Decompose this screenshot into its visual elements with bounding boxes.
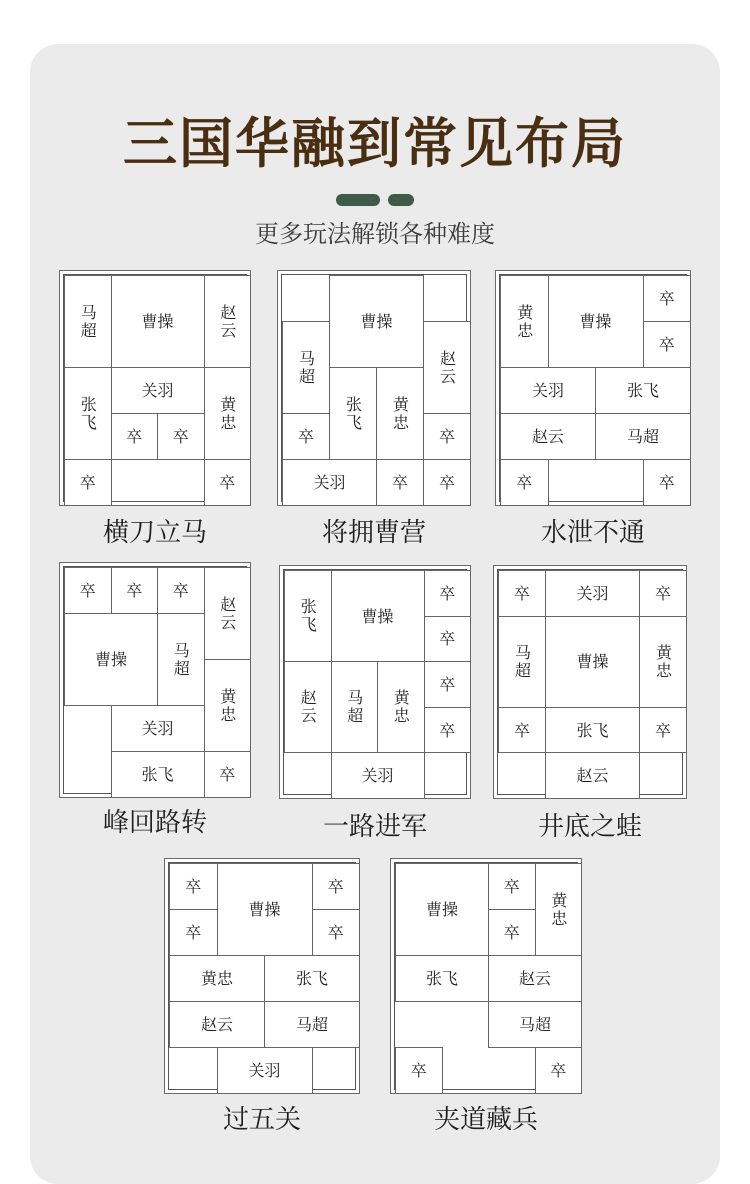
puzzle-block: 曹操 <box>331 570 425 662</box>
puzzle-block: 卒 <box>423 459 471 506</box>
puzzle-name: 峰回路转 <box>102 808 207 838</box>
puzzle-block: 关羽 <box>331 752 425 799</box>
puzzle-board <box>495 270 691 506</box>
puzzle-block: 卒 <box>312 909 361 956</box>
puzzle-block: 黄忠 <box>500 275 549 368</box>
page-title: 三国华融到常见布局 <box>123 112 627 175</box>
puzzle-block: 关羽 <box>545 570 640 617</box>
accent-dash-right <box>388 194 414 206</box>
puzzle-board <box>277 270 471 506</box>
puzzle-block: 卒 <box>424 570 472 617</box>
board-grid <box>283 569 467 795</box>
puzzle-block: 卒 <box>64 567 112 614</box>
puzzle-block: 卒 <box>111 413 159 460</box>
puzzle-name: 一路进军 <box>322 812 427 842</box>
puzzle-block: 卒 <box>643 459 692 506</box>
board-grid <box>63 274 247 502</box>
puzzle-name: 井底之蛙 <box>537 812 642 842</box>
puzzle-block: 张飞 <box>329 367 377 460</box>
puzzle-block: 卒 <box>639 570 687 617</box>
board-grid <box>168 862 356 1090</box>
puzzle-block: 赵云 <box>204 567 252 660</box>
puzzle-block: 黄忠 <box>204 367 252 460</box>
puzzle-block: 黄忠 <box>204 659 252 752</box>
puzzle-name: 水泄不通 <box>540 518 645 548</box>
puzzle-block: 张飞 <box>64 367 112 460</box>
puzzle-block: 马超 <box>331 661 379 753</box>
puzzle-block: 卒 <box>157 567 205 614</box>
puzzle-block: 关羽 <box>111 705 205 752</box>
puzzle-block: 曹操 <box>64 613 158 706</box>
puzzle-block: 马超 <box>282 321 330 414</box>
puzzle-block: 关羽 <box>217 1047 313 1094</box>
puzzle-block: 赵云 <box>500 413 596 460</box>
puzzle-block: 张飞 <box>264 955 360 1002</box>
puzzle-board <box>390 858 582 1094</box>
puzzle-block: 赵云 <box>423 321 471 414</box>
puzzle-block: 曹操 <box>548 275 644 368</box>
puzzle-block: 卒 <box>282 413 330 460</box>
accent-dash-left <box>336 194 380 206</box>
puzzle-board <box>279 565 471 799</box>
puzzle-block: 关羽 <box>282 459 377 506</box>
puzzle-block: 赵云 <box>169 1001 265 1048</box>
puzzle-block: 张飞 <box>545 707 640 754</box>
puzzle-block: 卒 <box>643 275 692 322</box>
puzzle-block: 马超 <box>595 413 691 460</box>
puzzle-block: 曹操 <box>545 616 640 708</box>
puzzle-board <box>164 858 360 1094</box>
puzzle-name: 将拥曹营 <box>321 518 426 548</box>
puzzle-block: 张飞 <box>395 955 489 1002</box>
puzzle-block: 卒 <box>535 1047 583 1094</box>
puzzle-block: 张飞 <box>595 367 691 414</box>
puzzle-block: 黄忠 <box>376 367 424 460</box>
puzzle-block: 曹操 <box>395 863 489 956</box>
puzzle-block: 卒 <box>204 459 252 506</box>
puzzle-block: 卒 <box>488 863 536 910</box>
puzzle-block: 卒 <box>312 863 361 910</box>
puzzle-block: 张飞 <box>284 570 332 662</box>
board-grid <box>497 569 683 795</box>
puzzle-block: 马超 <box>264 1001 360 1048</box>
puzzle-block: 卒 <box>424 616 472 663</box>
puzzle-block: 卒 <box>169 909 218 956</box>
puzzle-block: 黄忠 <box>535 863 583 956</box>
puzzle-block: 卒 <box>157 413 205 460</box>
puzzle-block: 卒 <box>64 459 112 506</box>
puzzle-block: 卒 <box>204 751 252 798</box>
puzzle-block: 关羽 <box>500 367 596 414</box>
puzzle-board <box>493 565 687 799</box>
puzzle-block: 马超 <box>488 1001 582 1048</box>
puzzle-block: 马超 <box>498 616 546 708</box>
puzzle-block: 卒 <box>500 459 549 506</box>
puzzle-block: 卒 <box>423 413 471 460</box>
puzzle-block: 曹操 <box>111 275 205 368</box>
puzzle-block: 卒 <box>643 321 692 368</box>
puzzle-block: 黄忠 <box>169 955 265 1002</box>
puzzle-block: 马超 <box>157 613 205 706</box>
board-grid <box>63 566 247 794</box>
puzzle-name: 过五关 <box>222 1105 301 1135</box>
puzzle-block: 赵云 <box>488 955 582 1002</box>
puzzle-block: 卒 <box>395 1047 443 1094</box>
page-subtitle: 更多玩法解锁各种难度 <box>255 220 495 248</box>
board-grid <box>281 274 467 502</box>
puzzle-block: 卒 <box>639 707 687 754</box>
puzzle-block: 卒 <box>169 863 218 910</box>
puzzle-block: 卒 <box>498 707 546 754</box>
puzzle-name: 横刀立马 <box>102 518 207 548</box>
board-grid <box>499 274 687 502</box>
puzzle-block: 关羽 <box>111 367 205 414</box>
puzzle-block: 赵云 <box>284 661 332 753</box>
puzzle-block: 卒 <box>376 459 424 506</box>
puzzle-block: 赵云 <box>545 752 640 799</box>
puzzle-block: 黄忠 <box>639 616 687 708</box>
puzzle-board <box>59 562 251 798</box>
board-grid <box>394 862 578 1090</box>
puzzle-block: 黄忠 <box>377 661 425 753</box>
puzzle-block: 卒 <box>424 661 472 708</box>
puzzle-block: 卒 <box>424 707 472 754</box>
puzzle-board <box>59 270 251 506</box>
puzzle-block: 曹操 <box>217 863 313 956</box>
puzzle-block: 赵云 <box>204 275 252 368</box>
puzzle-block: 张飞 <box>111 751 205 798</box>
puzzle-block: 曹操 <box>329 275 424 368</box>
puzzle-block: 卒 <box>111 567 159 614</box>
puzzle-block: 卒 <box>488 909 536 956</box>
puzzle-block: 卒 <box>498 570 546 617</box>
puzzle-name: 夹道藏兵 <box>433 1105 538 1135</box>
puzzle-block: 马超 <box>64 275 112 368</box>
